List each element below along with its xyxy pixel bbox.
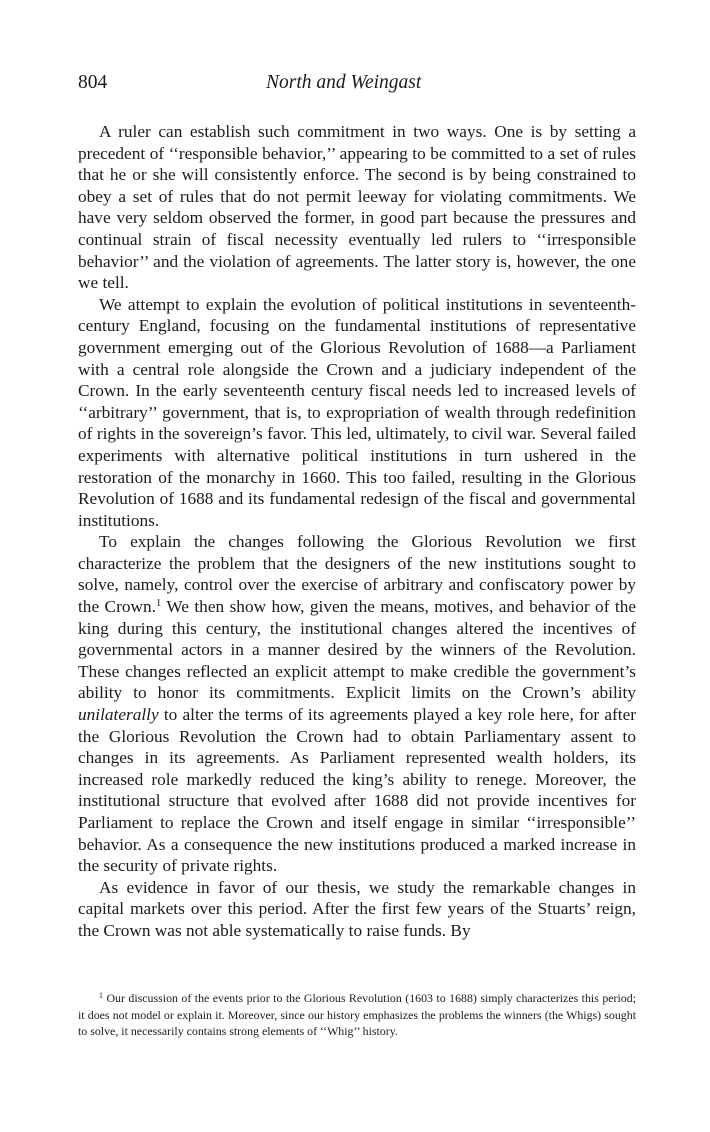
emphasized-text: unilaterally <box>78 705 159 725</box>
running-title: North and Weingast <box>266 72 422 93</box>
running-header <box>78 72 636 98</box>
paragraph <box>78 877 636 942</box>
footnote-number: 1 <box>99 991 103 1000</box>
footnote-text: Our discussion of the events prior to the Glorious Revolution (1603 to 1688) simply characterizes this period; it does not model or explain it. Moreover, since our history emphasizes the problems the winners (the Whigs) sought to solve, it necessarily contains strong elements of ‘‘Whig’’ history. <box>78 991 636 1039</box>
paragraph-text: We then show how, given the means, motives, and behavior of the king during this century, the institutional changes altered the incentives of governmental actors in a manner desired by the winners of the Revolution. These changes reflected an explicit attempt to make credible the government’s ability to honor its commitments. Explicit limits on the Crown’s ability <box>78 597 637 703</box>
paragraph-text: A ruler can establish such commitment in two ways. One is by setting a precedent of ‘‘responsible behavior,’’ appearing to be committed to a set of rules that he or she will consistently enforce. The second is by being constrained to obey a set of rules that do not permit leeway for violating commitments. We have very seldom observed the former, in good part because the pressures and continual strain of fiscal necessity eventually led rulers to ‘‘irresponsible behavior’’ and the violation of agreements. The latter story is, however, the one we tell. <box>78 122 636 293</box>
paragraph-text: to alter the terms of its agreements played a key role here, for after the Glorious Revolution the Crown had to obtain Parliamentary assent to changes in its agreements. As Parliament represented wealth holders, its increased role markedly reduced the king’s ability to renege. Moreover, the institutional structure that evolved after 1688 did not provide incentives for Parliament to replace the Crown and itself engage in similar ‘‘irresponsible’’ behavior. As a consequence the new institutions produced a marked increase in the security of private rights. <box>78 705 636 876</box>
paragraph <box>78 121 636 294</box>
body-text <box>78 121 636 942</box>
paragraph-text: We attempt to explain the evolution of political institutions in seventeenth-century England, focusing on the fundamental institutions of representative government emerging out of the Glorious Revolution of 1688—a Parliament with a central role alongside the Crown and a judiciary independent of the Crown. In the early seventeenth century fiscal needs led to increased levels of ‘‘arbitrary’’ government, that is, to expropriation of wealth through redefinition of rights in the sovereign’s favor. This led, ultimately, to civil war. Several failed experiments with alternative political institutions in turn ushered in the restoration of the monarchy in 1660. This too failed, resulting in the Glorious Revolution of 1688 and its fundamental redesign of the fiscal and governmental institutions. <box>78 294 636 530</box>
paragraph-text: To explain the changes following the Glorious Revolution we first characterize the problem that the designers of the new institutions sought to solve, namely, control over the exercise of arbitrary and confiscatory power by the Crown. <box>78 532 636 617</box>
paragraph <box>78 294 636 532</box>
paragraph-text: As evidence in favor of our thesis, we study the remarkable changes in capital markets over this period. After the first few years of the Stuarts’ reign, the Crown was not able systematically to raise funds. By <box>78 877 636 940</box>
paragraph <box>78 531 636 877</box>
footnote <box>78 990 636 1040</box>
page-number: 804 <box>78 72 108 93</box>
footnote-reference: 1 <box>155 598 162 610</box>
